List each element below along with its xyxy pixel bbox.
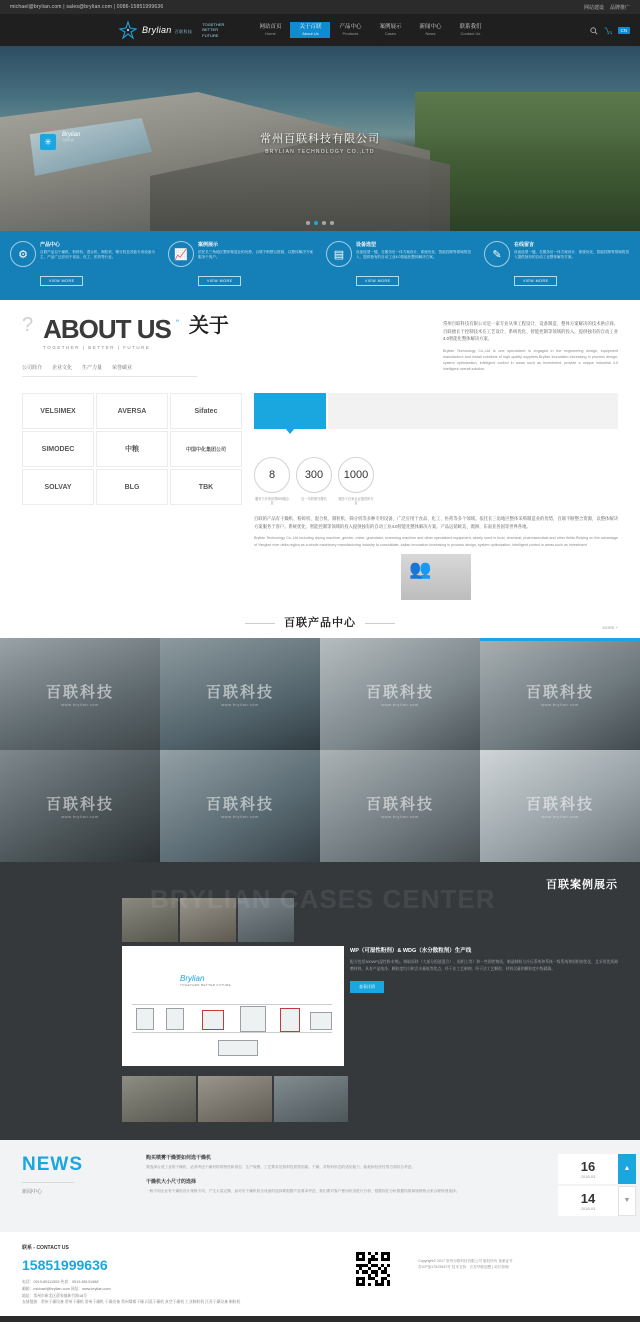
- watermark-text: 百联科技: [205, 683, 274, 701]
- brand-logo[interactable]: [22, 393, 94, 429]
- watermark-text: 百联科技: [365, 683, 434, 701]
- news-item-desc: 要选择合适工业的干燥机，必须考虑干燥材料的特性和形态、生产规模、工艺要求及物料性质等因素。干燥、对物料形态的适应能力、能耗和经济性等方面综合考虑。: [146, 1164, 416, 1169]
- nav-label-en: News: [425, 30, 436, 36]
- brand-logo[interactable]: [170, 469, 242, 505]
- contact-details: [22, 1279, 618, 1306]
- case-main: [0, 942, 640, 1066]
- brand-name: Sifatec: [194, 407, 218, 415]
- watermark-url: www.brylian.com: [221, 813, 259, 819]
- watermark-text: 百联科技: [45, 795, 114, 813]
- news-next-button[interactable]: ▼: [618, 1186, 636, 1216]
- list-icon: ▤: [326, 241, 352, 267]
- brand-name-cn: 中粮: [125, 446, 139, 453]
- copyright-block: [418, 1258, 618, 1271]
- product-card[interactable]: [480, 638, 640, 750]
- feature-selection[interactable]: [322, 241, 476, 286]
- site-header: [0, 14, 640, 46]
- feature-desc: 设备选型一键，在服务后一体方案设计、系统优化、智能控制等领域的投入，提供独有的自动工业4.0智能化整体解决方案。: [356, 250, 471, 260]
- product-card[interactable]: [320, 750, 480, 862]
- people-icon: 👥: [409, 558, 432, 579]
- about-top-tiles: [254, 393, 618, 429]
- stat-label: 服务于百家企业提供的专业: [338, 497, 374, 506]
- hero-title-cn: 常州百联科技有限公司: [260, 133, 380, 145]
- about-team-photo: [401, 554, 471, 600]
- logo-name-cn: 百联科技: [174, 28, 193, 34]
- feature-message[interactable]: [480, 241, 634, 286]
- hero-title-en: BRYLIAN TECHNOLOGY CO.,LTD: [265, 149, 375, 155]
- feature-title: 在线留言: [514, 242, 535, 248]
- news-list: [146, 1154, 544, 1218]
- language-switch[interactable]: CN: [618, 27, 631, 34]
- logo-tagline: TOGETHER BETTER FUTURE: [202, 21, 225, 38]
- product-grid: [0, 638, 640, 862]
- watermark: [480, 750, 640, 862]
- products-section-head: [0, 600, 640, 638]
- news-section: [0, 1140, 640, 1232]
- snowflake-icon: ✳: [40, 134, 56, 150]
- watermark: [320, 750, 480, 862]
- about-title-en: ABOUT US: [43, 314, 171, 344]
- nav-item-products[interactable]: [330, 22, 370, 38]
- nav-label-en: Home: [265, 30, 276, 36]
- watermark-url: www.brylian.com: [61, 813, 99, 819]
- product-card[interactable]: [160, 638, 320, 750]
- nav-item-cases[interactable]: [370, 22, 410, 38]
- case-process-diagram: [122, 946, 344, 1066]
- main-nav: [250, 22, 490, 38]
- stats-row: [254, 457, 618, 493]
- watermark: [160, 750, 320, 862]
- brand-logo[interactable]: [96, 469, 168, 505]
- stat-label: 服务于多家世界500强企业: [254, 497, 289, 506]
- watermark-url: www.brylian.com: [541, 813, 579, 819]
- contact-row-phone: 电话：0519-85111553 传真：0519-85131988: [22, 1279, 99, 1284]
- watermark: [320, 638, 480, 750]
- feature-title: 产品中心: [40, 242, 61, 248]
- top-bar-link-0[interactable]: 网站建设: [583, 4, 604, 11]
- nav-label-cn: 关于百联: [299, 24, 322, 31]
- feature-view-more-button[interactable]: VIEW MORE: [514, 276, 557, 286]
- news-date-month: 2018-03: [580, 1173, 596, 1179]
- about-tabs: [22, 364, 197, 377]
- brand-logo[interactable]: [96, 393, 168, 429]
- brand-name: VELSIMEX: [40, 407, 76, 415]
- watermark-url: www.brylian.com: [61, 701, 99, 707]
- cases-title: 百联案例展示: [546, 878, 618, 891]
- feature-desc: 依托长三角地区整体制造业的优势，百联不断整合资源，以整体解决方案服务于客户。: [198, 250, 313, 260]
- nav-label-cn: 新闻中心: [419, 24, 442, 31]
- stat-value: 1000: [338, 457, 374, 493]
- top-bar-link-1[interactable]: 品牌推广: [609, 4, 630, 11]
- pen-icon: ✎: [484, 241, 510, 267]
- hero-logo-sub: 百联科技: [62, 138, 75, 142]
- products-title: 百联产品中心: [284, 616, 356, 629]
- stats-labels: [254, 497, 618, 505]
- diagram-tank: [280, 1008, 300, 1032]
- brand-name: SOLVAY: [44, 483, 72, 491]
- nav-item-home[interactable]: [250, 22, 290, 38]
- nav-label-en: Products: [342, 30, 359, 36]
- about-tab-production[interactable]: 生产力量: [82, 365, 103, 371]
- quote-icon: “: [176, 318, 179, 328]
- nav-label-cn: 案例展示: [379, 24, 402, 31]
- product-card[interactable]: [480, 750, 640, 862]
- contact-row-address: 地址：常州市新北区薛家镇新竹路18号: [22, 1293, 87, 1298]
- news-prev-button[interactable]: ▲: [618, 1154, 636, 1184]
- divider-right: [365, 623, 395, 624]
- brand-logo[interactable]: [96, 431, 168, 467]
- about-section: [0, 300, 640, 387]
- news-heading: NEWS: [22, 1153, 83, 1175]
- brand-name-cn: 中国中化集团公司: [185, 446, 226, 453]
- watermark: [0, 750, 160, 862]
- brylian-star-icon: [118, 20, 138, 40]
- case-detail-button[interactable]: 查看详情: [350, 981, 384, 993]
- watermark-text: 百联科技: [525, 683, 594, 701]
- brand-logo[interactable]: [170, 431, 242, 467]
- hero-title-block: [0, 130, 640, 155]
- hero-dot-0[interactable]: [306, 221, 310, 225]
- case-item-title: WP（可湿性粉剂）& WDG（水分散粒剂）生产线: [350, 947, 472, 954]
- news-date: [558, 1154, 631, 1184]
- brand-name: BLG: [124, 483, 140, 491]
- news-item[interactable]: [146, 1178, 544, 1202]
- diagram-tank: [136, 1008, 154, 1030]
- feature-cases[interactable]: [164, 241, 318, 286]
- about-tab-profile[interactable]: 公司简介: [22, 365, 43, 371]
- brand-tile-selected[interactable]: [254, 393, 326, 429]
- stat-value: 300: [296, 457, 332, 493]
- diagram-tank: [218, 1040, 258, 1056]
- feature-strip: [0, 231, 640, 300]
- watermark: [480, 638, 640, 750]
- logo-name: Brylian: [142, 24, 172, 35]
- about-title-cn: 关于: [188, 315, 229, 337]
- watermark: [160, 638, 320, 750]
- contact-phone: 15851999636: [22, 1256, 108, 1273]
- about-stats-block: [242, 393, 618, 600]
- case-thumbnail[interactable]: [274, 1076, 348, 1122]
- about-brands-and-stats: [0, 387, 640, 600]
- feature-title: 设备选型: [356, 242, 377, 248]
- news-item-title: 干燥机大小尺寸的选择: [146, 1179, 197, 1186]
- logo-wordmark: [142, 25, 192, 36]
- question-mark-icon: ?: [22, 314, 34, 336]
- news-date-day: 16: [580, 1158, 596, 1174]
- brand-grid: [22, 393, 242, 600]
- case-thumbnail[interactable]: [198, 1076, 272, 1122]
- contact-label: 联系 - CONTACT US: [22, 1244, 69, 1251]
- contact-row-links[interactable]: 友情链接：常州干燥设备 常州干燥机 常州干燥机 干燥设备 常州喷雾干燥 闪蒸干燥机 真空干燥机 工业制粒机 江苏干燥设备 制粒机: [22, 1300, 241, 1305]
- watermark-url: www.brylian.com: [221, 701, 259, 707]
- nav-label-en: About Us: [302, 30, 319, 36]
- chart-icon: 📈: [168, 241, 194, 267]
- product-selected-indicator: [480, 638, 640, 641]
- watermark-url: www.brylian.com: [381, 701, 419, 707]
- nav-label-en: Cases: [384, 30, 397, 36]
- product-card[interactable]: [0, 638, 160, 750]
- brand-logo[interactable]: [22, 469, 94, 505]
- about-tab-honor[interactable]: 荣誉碳业: [112, 365, 133, 371]
- contact-section: [0, 1232, 640, 1316]
- about-body: [254, 515, 618, 548]
- about-intro-en: Brylian Technology Co.,Ltd is one specialized is engaged in the engineering design, equipment manufacture and install solutions of high quality suppliers.Brylian innovation increasing in process design, system optimization, intelligent control in areas such as investment, provide a unique industrial 4.0 intelligent overall solution.: [443, 348, 618, 372]
- brand-logo[interactable]: [170, 393, 242, 429]
- top-bar-contact: michael@brylian.com | sales@brylian.com | 0086-15851999636: [10, 4, 164, 10]
- diagram-pipe: [132, 1032, 332, 1033]
- feature-view-more-button[interactable]: VIEW MORE: [40, 276, 83, 286]
- news-item-title: 购买喷雾干燥要如何选干燥机: [146, 1154, 212, 1161]
- about-intro-cn: 常州百联科技有限公司是一家专业从事工程设计、设备制造、整体方案解决的技术供应商。百联擅长于控制技术在工艺设计、系统优化、智能控制等领域的投入，提供独有的自动工业4.0智能化整体解决方案。: [443, 321, 618, 342]
- about-intro: [443, 320, 618, 373]
- footer-bar: [0, 1316, 640, 1322]
- nav-item-about[interactable]: [290, 22, 330, 38]
- cases-section: [0, 862, 640, 1140]
- nav-item-news[interactable]: [410, 22, 450, 38]
- qr-code-grid: [356, 1252, 390, 1286]
- product-card[interactable]: [0, 750, 160, 862]
- watermark-text: 百联科技: [525, 795, 594, 813]
- news-date-day: 14: [580, 1190, 596, 1206]
- hero-dot-3[interactable]: [330, 221, 334, 225]
- news-heading-block: [22, 1154, 132, 1218]
- about-title-sub: TOGETHER | BETTER | FUTURE.: [43, 345, 154, 350]
- gear-icon: ⚙: [10, 241, 36, 267]
- diagram-tank: [202, 1010, 224, 1030]
- products-more-link[interactable]: MORE +: [602, 624, 618, 630]
- news-dates: [558, 1154, 631, 1218]
- diagram-pipe: [132, 1004, 332, 1005]
- top-bar: [0, 0, 640, 14]
- feature-title: 案例展示: [198, 242, 219, 248]
- brand-logo[interactable]: [22, 431, 94, 467]
- brand-tile-empty: [328, 393, 618, 429]
- top-bar-links: [584, 4, 630, 11]
- nav-label-cn: 网站首页: [259, 24, 282, 31]
- watermark: [0, 638, 160, 750]
- product-card[interactable]: [160, 750, 320, 862]
- feature-view-more-button[interactable]: VIEW MORE: [356, 276, 399, 286]
- diagram-tank: [310, 1012, 332, 1030]
- news-item-desc: 一般不同企业有干燥机设计规格不同，产生大量定额、而对应干燥机机全设备的选择要根据产品要求考虑，我们要对客户使用状况进行分析，根据现在分析数据结果和规格特点来合理规划选择。: [146, 1189, 460, 1194]
- hero-dot-2[interactable]: [322, 221, 326, 225]
- divider-left: [245, 623, 275, 624]
- feature-desc: 设备选型一键，在服务后一体方案设计、系统优化、智能控制等领域的投入提供独有的自动工业整体解决方案。: [514, 250, 629, 260]
- header-actions: [590, 26, 631, 34]
- hero-carousel-dots[interactable]: [0, 221, 640, 225]
- brand-name: SIMODEC: [41, 445, 75, 453]
- brand-name: TBK: [198, 483, 214, 491]
- search-icon[interactable]: [590, 26, 598, 34]
- brand-name: AVERSA: [117, 407, 147, 415]
- hero-banner: [0, 46, 640, 231]
- case-info: [350, 946, 618, 1066]
- diagram-tank: [240, 1006, 266, 1032]
- watermark-url: www.brylian.com: [381, 813, 419, 819]
- feature-desc: 百联产品以干燥机、粉碎机、混合机、制粒机、筛分机及其他专用设备为主，产品广泛应用于食品、化工、医药等行业。: [40, 250, 155, 260]
- copyright-line-1: Copyright© 2017 常州百联科技有限公司 版权所有 备案证号: [418, 1258, 513, 1263]
- news-subheading: 新闻中心: [22, 1182, 74, 1195]
- copyright-line-2: 苏ICP备17023947号 技术支持：江苏华联创想 | 站长管理: [418, 1265, 509, 1270]
- watermark-text: 百联科技: [365, 795, 434, 813]
- feature-products[interactable]: [6, 241, 160, 286]
- stat-label: 近一年的保守增长: [301, 497, 327, 501]
- news-item[interactable]: [146, 1154, 544, 1178]
- about-body-cn: 百联的产品有干燥机、粉碎机、混合机、制粒机、筛分机等多种专用设备，广泛应用于食品、化工、医药等多个领域。依托长三角地区整体采购制造业的优势，百联不断整合资源，以整体解决方案服务于客户。系统优化、智能控制等领域的投入提供独有的自动工业4.0智能化整体解决方案。产品远销欧美、澳洲、东南亚各国等世界各地。: [254, 516, 618, 529]
- site-logo[interactable]: [118, 20, 224, 40]
- about-body-en: Brylian Technology Co.,Ltd including drying machine, grinder, mixer, granulator, screening machine and other specialized equipment, widely used in food, chemical, pharmaceutical and other fields.Relying on the advantage of Yangtze river delta region as a whole machinery manufacturing industry to consolidate, balian innovation increasing in process design, system optimization, intelligent control in areas such as investment: [254, 536, 618, 547]
- watermark-url: www.brylian.com: [541, 701, 579, 707]
- stat-value: 8: [254, 457, 290, 493]
- cart-icon[interactable]: [604, 26, 612, 34]
- feature-view-more-button[interactable]: VIEW MORE: [198, 276, 241, 286]
- hero-logo-text: Brylian: [62, 132, 81, 138]
- diagram-logo: Brylian TOGETHER BETTER FUTURE: [180, 973, 232, 987]
- news-date: [558, 1186, 631, 1216]
- watermark-text: 百联科技: [45, 683, 114, 701]
- case-thumbnail[interactable]: [122, 1076, 196, 1122]
- nav-label-cn: 产品中心: [339, 24, 362, 31]
- nav-label-en: Contact Us: [460, 30, 481, 36]
- nav-item-contact[interactable]: [450, 22, 490, 38]
- diagram-tank: [166, 1008, 184, 1030]
- case-item-desc: 配方包括300WP(湿性粉末剂)、制取原料（大部分固液混合）、固相上等）和一些固性物质，制造制粉与冷压系统和系统一级系统和固相的优化，且采用优质耐磨材料，具有产品纯净、颗粒度均匀和含水量低等优点，经干法工艺制剂、经干法工艺颗粒，材料含量和颗粒度中级精确。: [350, 959, 618, 971]
- cases-background-text: BRYLIAN CASES CENTER: [150, 883, 496, 914]
- about-tab-culture[interactable]: 企业文化: [52, 365, 73, 371]
- contact-row-email: 邮箱：michael@brylian.com 网址：www.brylian.com: [22, 1286, 111, 1291]
- nav-label-cn: 联系我们: [459, 24, 482, 31]
- news-date-month: 2018-03: [580, 1205, 596, 1211]
- qr-code: [356, 1252, 390, 1286]
- hero-dot-1[interactable]: [314, 221, 318, 225]
- case-thumbnail-row-bottom: [0, 1066, 640, 1122]
- product-card[interactable]: [320, 638, 480, 750]
- watermark-text: 百联科技: [205, 795, 274, 813]
